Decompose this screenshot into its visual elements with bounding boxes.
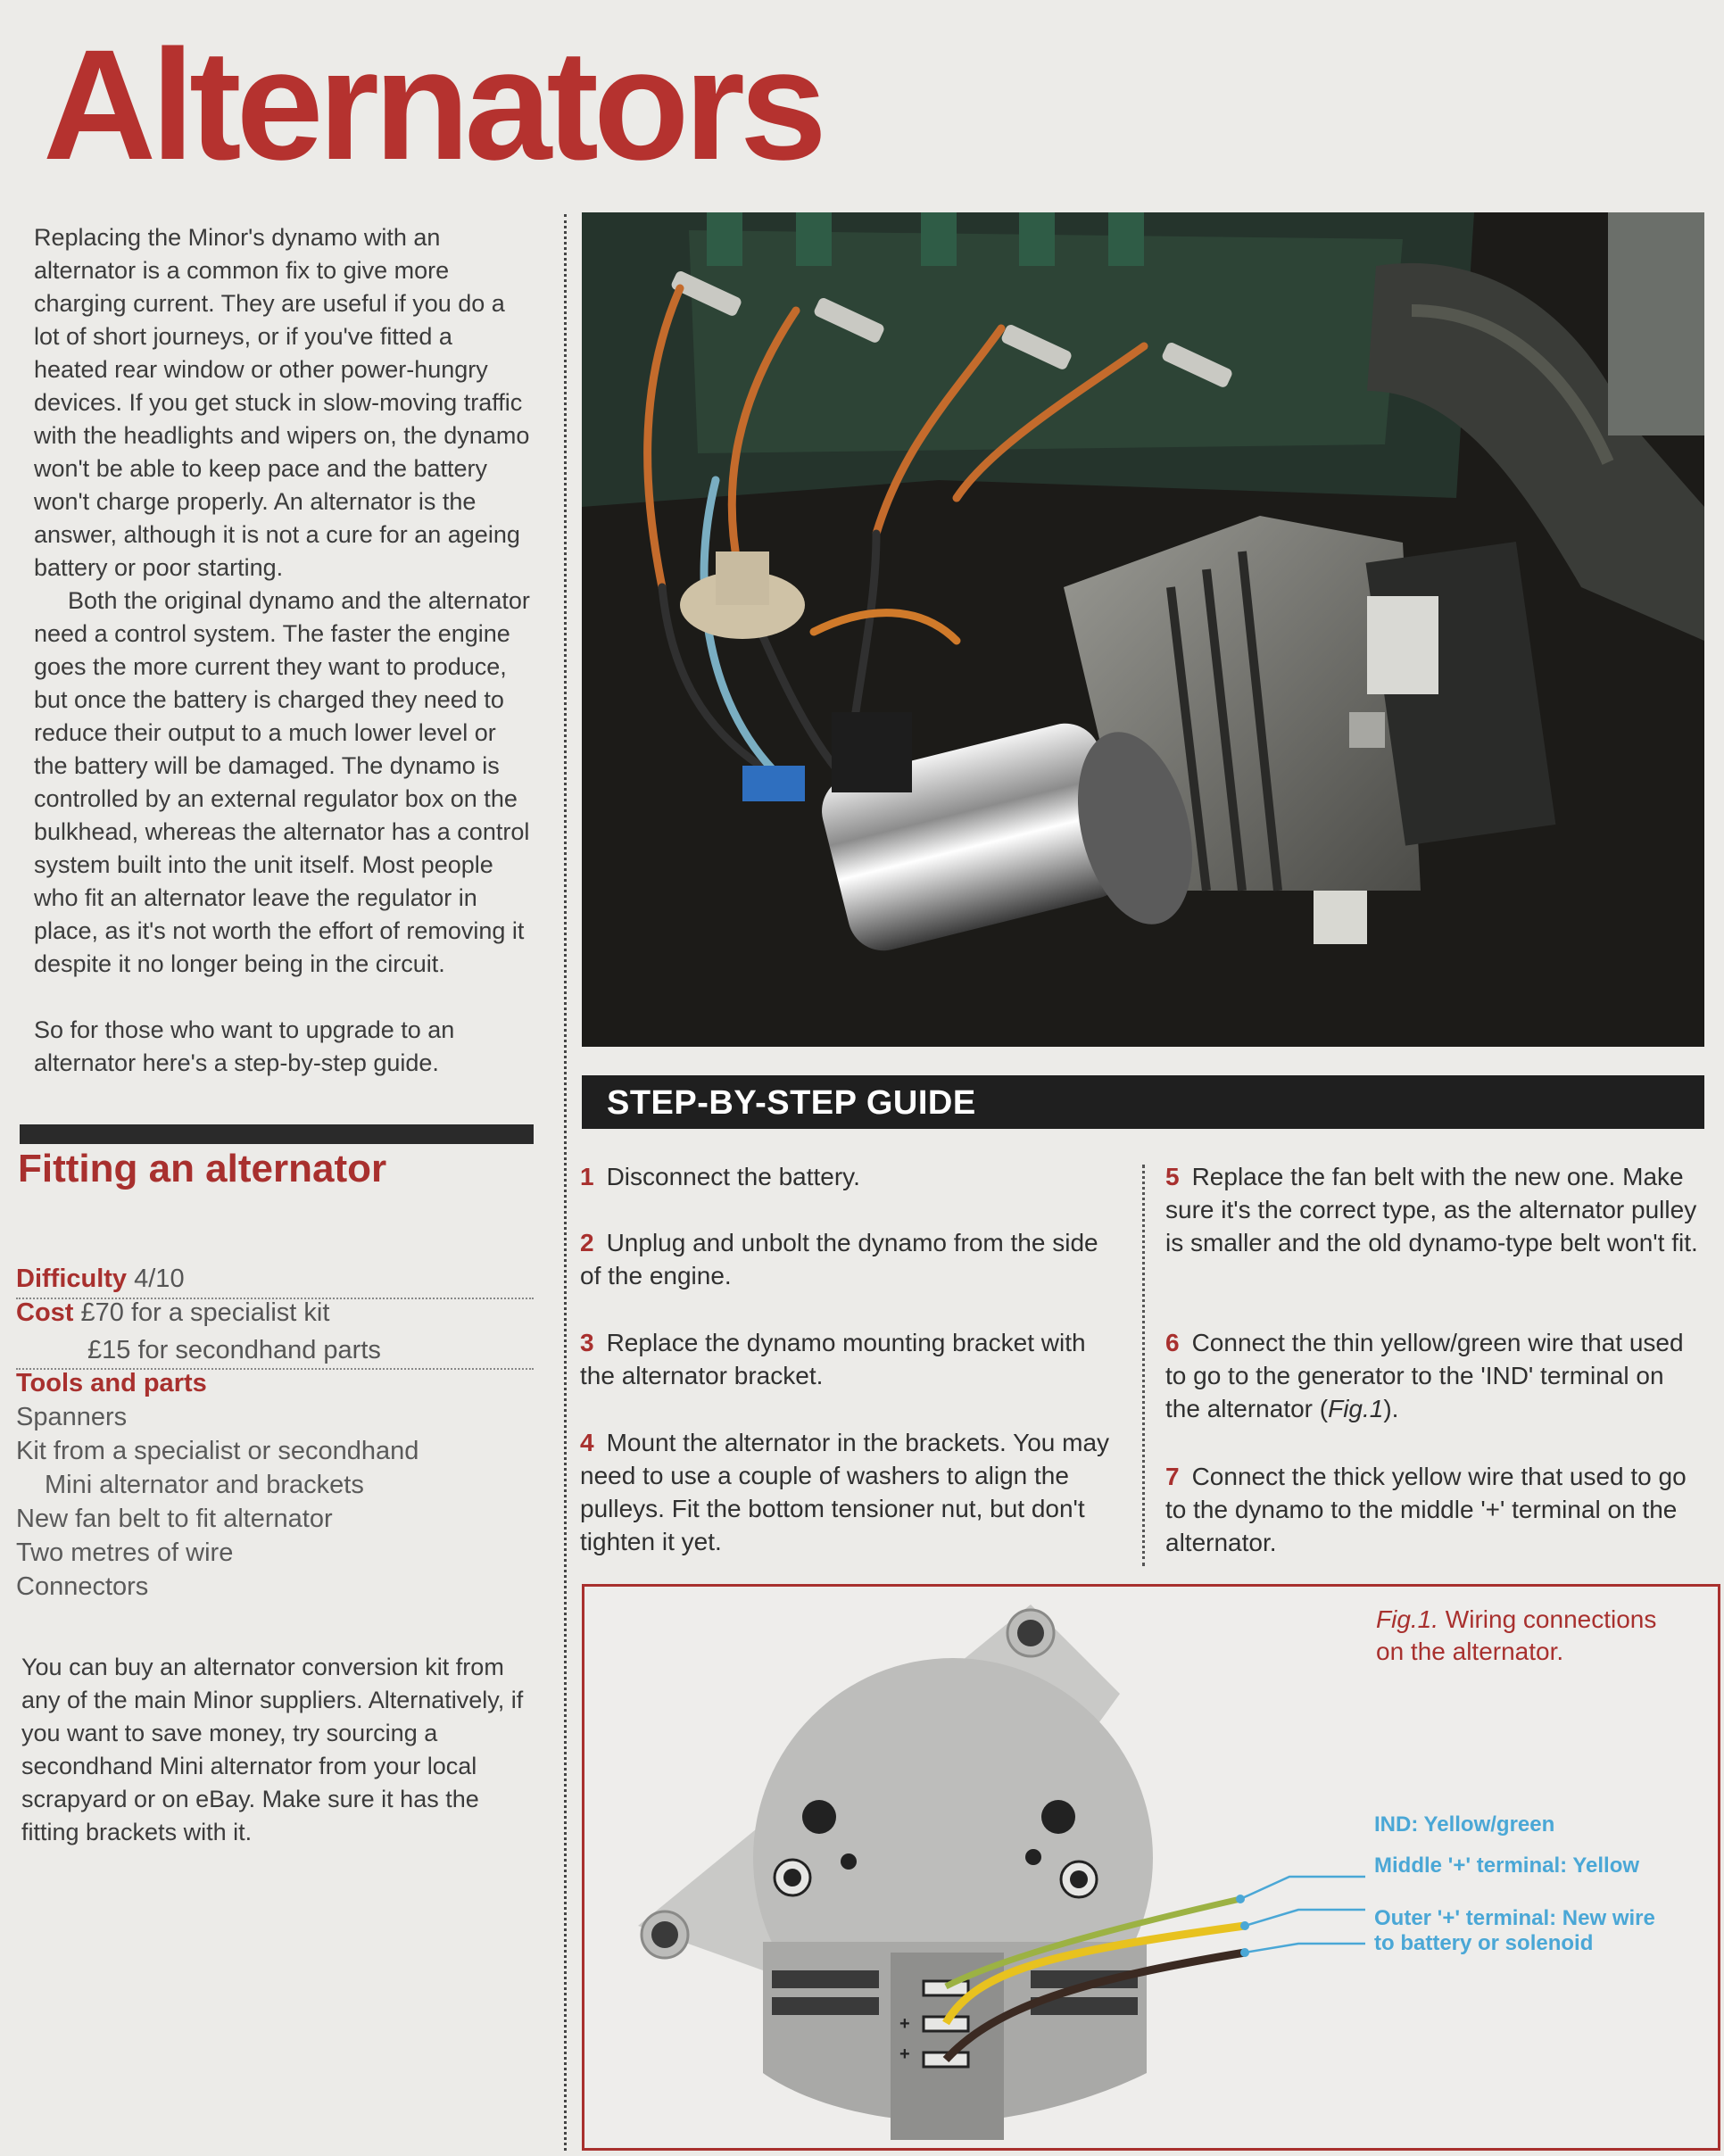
outro-paragraph: You can buy an alternator conversion kit from any of the main Minor suppliers. Alternatively, if you want to save money, try sourcing a secondhand Mini alternator from your local scrapyard or on eBay. Make sure it has the fitting brackets with it.: [21, 1654, 524, 1845]
figure-caption-text: Wiring connections on the alternator.: [1376, 1605, 1657, 1665]
intro-text: [34, 221, 530, 1080]
fitting-heading: Fitting an alternator: [18, 1147, 387, 1190]
step-number: 4: [580, 1429, 594, 1456]
cost-value: £70 for a specialist kit: [80, 1298, 330, 1327]
bolt-hole-icon: [1017, 1620, 1044, 1646]
step-item: [1165, 1460, 1701, 1559]
tools-label-row: [16, 1366, 207, 1400]
engine-photo: [582, 212, 1704, 1047]
figure-caption-ref: Fig.1.: [1376, 1605, 1439, 1633]
section-rule: [20, 1124, 534, 1144]
intro-paragraph: So for those who want to upgrade to an alternator here's a step-by-step guide.: [34, 1016, 455, 1076]
outro-text: [21, 1651, 530, 1849]
step-number: 3: [580, 1329, 594, 1356]
tools-label: Tools and parts: [16, 1369, 207, 1397]
list-item: New fan belt to fit alternator: [16, 1505, 333, 1533]
plus-mark: +: [899, 2014, 910, 2034]
step-text: Connect the thick yellow wire that used to go to the dynamo to the middle '+' terminal on the alternator.: [1165, 1463, 1687, 1556]
engine-photo-illustration: [582, 212, 1704, 1047]
step-item: [580, 1226, 1115, 1292]
screw-hole-icon: [802, 1800, 836, 1834]
intro-paragraph: Both the original dynamo and the alternator need a control system. The faster the engine goes the more current they want to produce, but once the battery is charged they need to reduce their output to a much lower level or the battery will be damaged. The dynamo is controlled by an external regulator box on the bulkhead, whereas the alternator has a control system built into the unit itself. Most people who fit an alternator leave the regulator in place, as it's not worth the effort of removing it despite it no longer being in the circuit.: [34, 587, 530, 977]
screw-hole-icon: [1041, 1800, 1075, 1834]
list-item: Two metres of wire: [16, 1538, 234, 1567]
label-ind: IND: Yellow/green: [1374, 1812, 1555, 1837]
step-text: Mount the alternator in the brackets. You may need to use a couple of washers to align the pulleys. Fit the bottom tensioner nut, but don't tighten it yet.: [580, 1429, 1110, 1555]
step-item: [580, 1326, 1115, 1392]
figure-caption: [1376, 1604, 1679, 1668]
cost-value: £15 for secondhand parts: [87, 1336, 381, 1364]
step-number: 5: [1165, 1163, 1180, 1190]
difficulty-label: Difficulty: [16, 1265, 128, 1293]
label-middle-terminal: Middle '+' terminal: Yellow: [1374, 1853, 1640, 1878]
step-text: Replace the fan belt with the new one. Make sure it's the correct type, as the alternator pulley is smaller and the old dynamo-type belt won't fit.: [1165, 1163, 1698, 1256]
list-item: Spanners: [16, 1403, 128, 1431]
step-number: 6: [1165, 1329, 1180, 1356]
difficulty-row: [16, 1262, 534, 1296]
step-item: [580, 1160, 1115, 1193]
step-text: Connect the thin yellow/green wire that used to go to the generator to the 'IND' terminal on the alternator (: [1165, 1329, 1684, 1422]
steps-column-divider: [1142, 1165, 1145, 1566]
leader-lines: [1240, 1877, 1365, 1953]
list-item: Mini alternator and brackets: [45, 1471, 364, 1499]
bolt-hole-icon: [651, 1921, 678, 1948]
step-text-tail: ).: [1383, 1395, 1399, 1422]
cost-row: [16, 1296, 534, 1330]
guide-title: STEP-BY-STEP GUIDE: [607, 1084, 976, 1122]
cost-label: Cost: [16, 1298, 74, 1327]
cost-row: [87, 1333, 381, 1367]
step-item: [1165, 1160, 1701, 1259]
tools-list: [16, 1400, 419, 1604]
page-title: Alternators: [43, 18, 822, 193]
step-text: Disconnect the battery.: [606, 1163, 860, 1190]
step-item: [1165, 1326, 1701, 1425]
figure-reference: Fig.1: [1328, 1395, 1384, 1422]
step-number: 2: [580, 1229, 594, 1256]
intro-paragraph: Replacing the Minor's dynamo with an alternator is a common fix to give more charging current. They are useful if you do a lot of short journeys, or if you've fitted a heated rear window or other power-hungry devices. If you get stuck in slow-moving traffic with the headlights and wipers on, the dynamo won't be able to keep pace and the battery won't charge properly. An alternator is the answer, although it is not a cure for an ageing battery or poor starting.: [34, 224, 530, 581]
column-divider: [564, 214, 567, 2151]
list-item: Kit from a specialist or secondhand: [16, 1437, 419, 1465]
label-outer-terminal: Outer '+' terminal: New wire to battery or solenoid: [1374, 1906, 1655, 1955]
step-item: [580, 1426, 1115, 1558]
step-number: 1: [580, 1163, 594, 1190]
step-number: 7: [1165, 1463, 1180, 1490]
plus-mark: +: [899, 2044, 910, 2064]
step-text: Unplug and unbolt the dynamo from the side of the engine.: [580, 1229, 1098, 1289]
difficulty-value: 4/10: [134, 1265, 185, 1293]
list-item: Connectors: [16, 1572, 149, 1601]
step-text: Replace the dynamo mounting bracket with the alternator bracket.: [580, 1329, 1086, 1389]
